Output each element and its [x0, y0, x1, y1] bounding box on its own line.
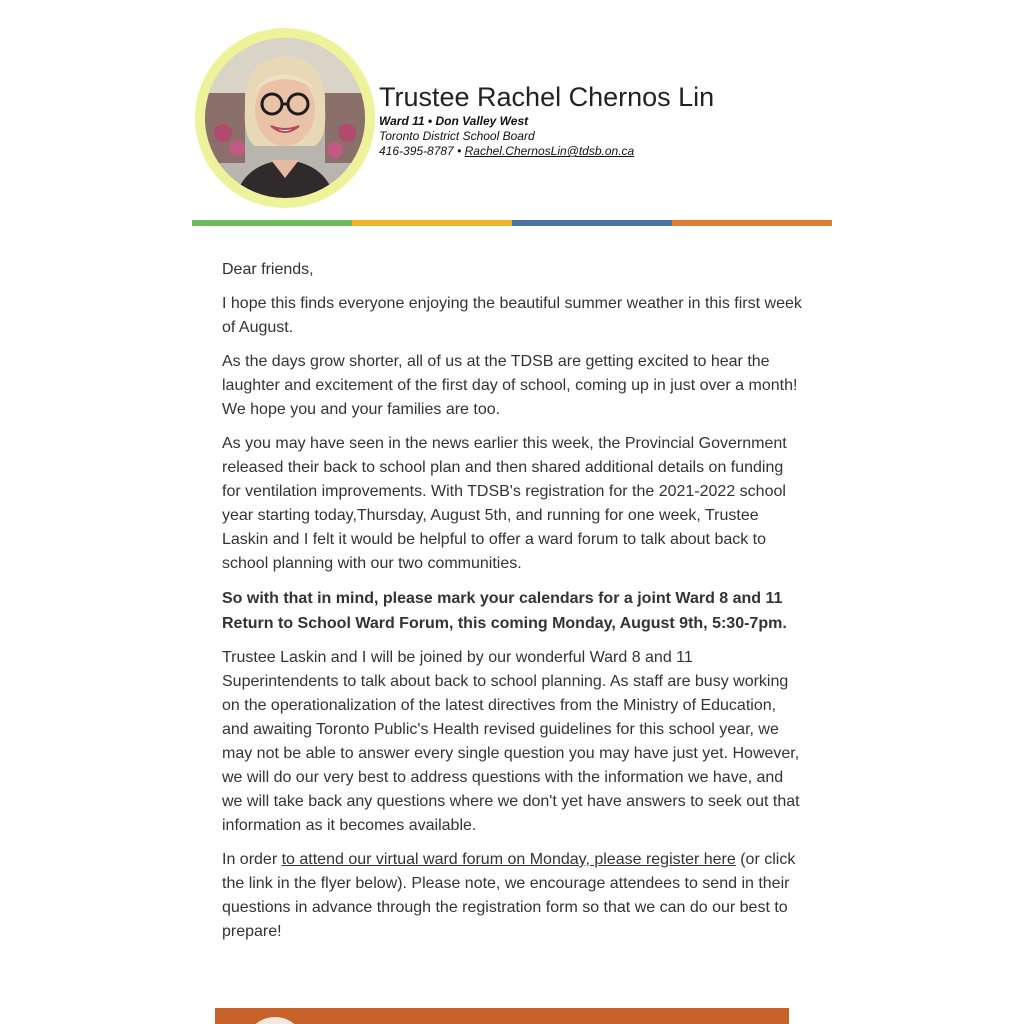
color-bar-green — [192, 220, 352, 226]
paragraph-register — [222, 848, 806, 944]
paragraph-back-to-school-plan: As you may have seen in the news earlier this week, the Provincial Government released their back to school plan and then shared additional details on funding for ventilation improvements. With TDSB's registration for the 2021-2022 school year starting today,Thursday, August 5th, and running for one week, Trustee Laskin and I felt it would be helpful to offer a ward forum to talk about back to school planning with our two communities. — [222, 435, 787, 572]
header-color-bar — [192, 220, 832, 226]
trustee-avatar — [205, 38, 365, 198]
register-text-after: (or click the link in the flyer below). Please note, we encourage attendees to send in their questions in advance through the registration form so that we can do our best to prepare! — [222, 851, 796, 940]
forum-flyer-image[interactable] — [215, 1008, 789, 1024]
paragraph-first-day: As the days grow shorter, all of us at the TDSB are getting excited to hear the laughter and excitement of the first day of school, coming up in just over a month! We hope you and your families are too. — [222, 353, 798, 418]
paragraph-superintendents: Trustee Laskin and I will be joined by our wonderful Ward 8 and 11 Superintendents to talk about back to school planning. As staff are busy working on the operationalization of the latest directives from the Ministry of Education, and awaiting Toronto Public's Health revised guidelines for this school year, we may not be able to answer every single question you may have just yet. However, we will do our very best to address questions with the information we have, and we will take back any questions where we don't yet have answers to seek out that information as it becomes available. — [222, 649, 800, 834]
board-line: Toronto District School Board — [379, 129, 535, 143]
phone-text: 416-395-8787 • — [379, 144, 465, 158]
color-bar-orange — [672, 220, 832, 226]
color-bar-blue — [512, 220, 672, 226]
paragraph-summer: I hope this finds everyone enjoying the beautiful summer weather in this first week of August. — [222, 295, 802, 336]
ward-line: Ward 11 • Don Valley West — [379, 114, 529, 128]
register-link[interactable]: to attend our virtual ward forum on Monday, please register here — [281, 851, 736, 868]
letter-body — [222, 258, 806, 954]
greeting: Dear friends, — [222, 261, 314, 278]
newsletter-header — [192, 0, 832, 226]
trustee-name: Trustee Rachel Chernos Lin — [379, 82, 715, 112]
contact-line — [379, 144, 714, 159]
header-text — [379, 80, 714, 159]
color-bar-yellow — [352, 220, 512, 226]
email-link[interactable]: Rachel.ChernosLin@tdsb.on.ca — [464, 144, 635, 158]
avatar-ring — [195, 28, 375, 208]
paragraph-forum-announcement: So with that in mind, please mark your calendars for a joint Ward 8 and 11 Return to School Ward Forum, this coming Monday, August 9th, 5:30-7pm. — [222, 590, 787, 632]
register-text-before: In order — [222, 851, 282, 868]
flyer-circle — [245, 1017, 305, 1024]
